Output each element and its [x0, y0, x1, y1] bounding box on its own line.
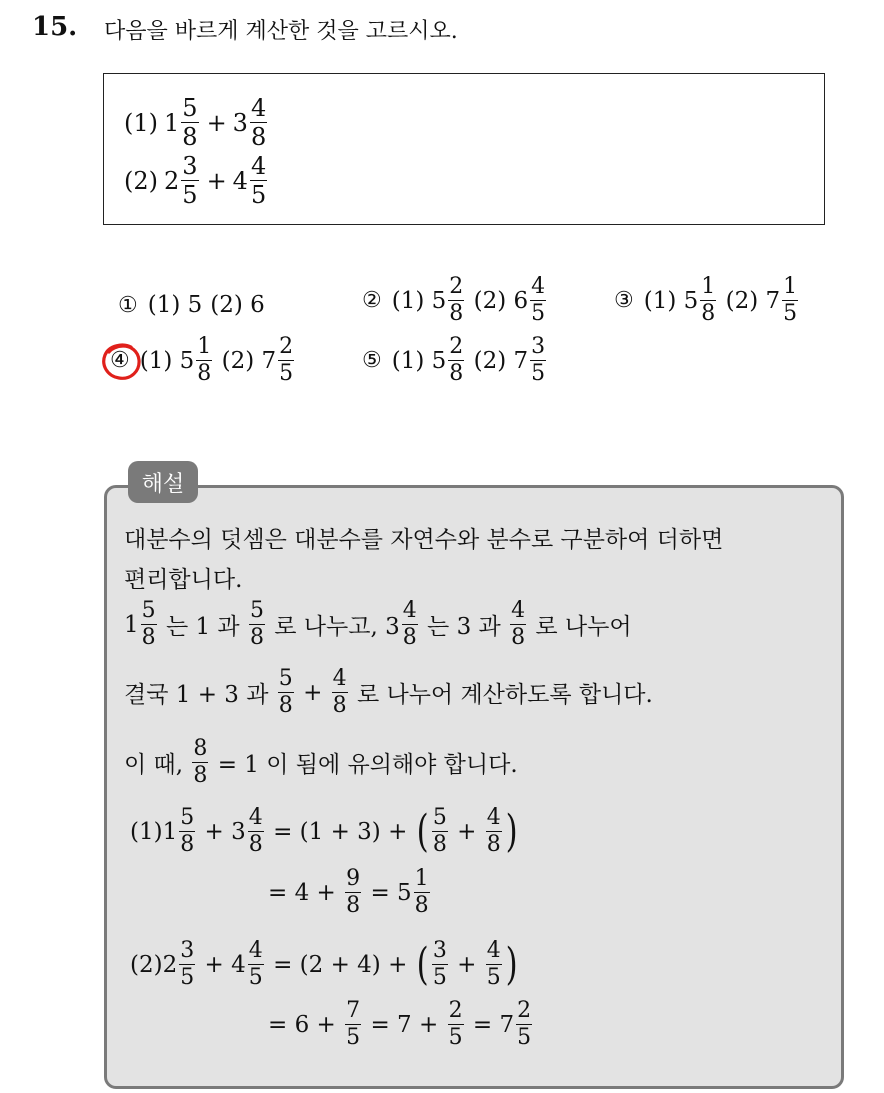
- fraction: $\frac{4}{8}$: [332, 666, 347, 718]
- explanation-line: [124, 738, 518, 787]
- whole-number: 5: [431, 287, 447, 314]
- text: = (1 + 3) +: [273, 818, 408, 845]
- fraction: $\frac{2}{5}$: [279, 334, 294, 386]
- fraction: $\frac{4}{5}$: [486, 938, 501, 990]
- choice-mark: ⑤: [362, 348, 382, 373]
- fraction: $\frac{1}{8}$: [414, 866, 429, 918]
- whole-number: 5: [431, 347, 447, 374]
- explanation-line: 편리합니다.: [124, 567, 243, 593]
- text: 로 나누어 계산하도록 합니다.: [356, 682, 653, 708]
- problem-label: (2): [124, 166, 158, 195]
- fraction: $\frac{2}{8}$: [449, 334, 464, 386]
- whole-number: 1: [164, 108, 180, 137]
- fraction: $\frac{7}{5}$: [346, 998, 361, 1050]
- text: = 4 +: [268, 879, 336, 906]
- text: = 7 +: [370, 1011, 439, 1038]
- left-paren: (: [416, 805, 429, 857]
- fraction: $\frac{4}{8}$: [511, 598, 526, 650]
- fraction: $\frac{3}{5}$: [432, 938, 447, 990]
- choice-part: (1): [139, 347, 173, 374]
- question-number: 15.: [32, 12, 78, 42]
- text: = 6 +: [268, 1011, 336, 1038]
- choice-part: (1): [643, 287, 677, 314]
- fraction: $\frac{2}{5}$: [517, 998, 532, 1050]
- equation-4: [268, 1000, 534, 1049]
- fraction: $\frac{5}{8}$: [249, 598, 264, 650]
- problem-label: (1): [124, 108, 158, 137]
- selection-circle-icon: [101, 343, 142, 381]
- fraction: $\frac{9}{8}$: [346, 866, 361, 918]
- choice-part: (1): [391, 287, 425, 314]
- fraction: $\frac{1}{8}$: [701, 274, 716, 326]
- choice-mark: ①: [118, 292, 138, 318]
- whole-number: 5: [683, 287, 699, 314]
- plus-sign: +: [457, 951, 477, 978]
- fraction: $\frac{3}{5}$: [531, 334, 546, 386]
- fraction: $\frac{4}{5}$: [531, 274, 546, 326]
- fraction: $\frac{2}{8}$: [449, 274, 464, 326]
- whole-number: 6: [513, 287, 529, 314]
- text: = (2 + 4) +: [273, 951, 408, 978]
- text: + 3: [204, 818, 246, 845]
- plus-sign: +: [303, 679, 323, 706]
- text: = 5: [370, 879, 412, 906]
- equation-3: [130, 940, 519, 989]
- choice-mark: ②: [362, 288, 382, 313]
- explanation-line: [124, 600, 632, 649]
- whole-number: 2: [164, 166, 180, 195]
- plus-sign: +: [206, 166, 227, 195]
- fraction: $\frac{4}{8}$: [248, 805, 263, 857]
- fraction: $\frac{4}{5}$: [248, 938, 263, 990]
- text: (1)1: [130, 818, 178, 845]
- text: + 4: [204, 951, 246, 978]
- text: (2)2: [130, 951, 178, 978]
- left-paren: (: [416, 938, 429, 990]
- equation-2: [268, 868, 432, 917]
- whole-number: 5: [179, 347, 195, 374]
- question-text: 다음을 바르게 계산한 것을 고르시오.: [104, 19, 458, 44]
- choice-mark: ④: [110, 348, 130, 373]
- fraction: $\frac{4}{8}$: [402, 598, 417, 650]
- text: 는 3 과: [427, 614, 501, 640]
- choice-part: (2) 6: [210, 292, 265, 318]
- problem-2: [124, 154, 269, 207]
- choice-part: (2): [725, 287, 759, 314]
- choice-3[interactable]: [614, 276, 800, 325]
- fraction: $\frac{5}{8}$: [141, 598, 156, 650]
- text: 는 1 과: [165, 614, 240, 640]
- choice-5[interactable]: [362, 336, 548, 385]
- choice-part: (1) 5: [147, 292, 203, 318]
- fraction: $\frac{2}{5}$: [448, 998, 463, 1050]
- explanation-line: [124, 668, 653, 717]
- choice-part: (1): [391, 347, 425, 374]
- fraction: $\frac{1}{8}$: [197, 334, 212, 386]
- equation-1: [130, 807, 519, 856]
- fraction: $\frac{1}{5}$: [783, 274, 798, 326]
- problem-1: [124, 96, 269, 149]
- fraction: $\frac{3}{5}$: [180, 938, 195, 990]
- explanation-line: 대분수의 덧셈은 대분수를 자연수와 분수로 구분하여 더하면: [124, 527, 724, 553]
- text: = 7: [472, 1011, 515, 1038]
- problem-box: [103, 73, 825, 225]
- text: 이 때,: [124, 752, 184, 778]
- fraction: $\frac{5}{8}$: [182, 94, 198, 151]
- right-paren: ): [505, 805, 518, 857]
- fraction: $\frac{4}{5}$: [250, 152, 267, 209]
- fraction: $\frac{5}{8}$: [278, 666, 293, 718]
- fraction: $\frac{8}{8}$: [193, 736, 208, 788]
- choice-1[interactable]: [118, 292, 265, 318]
- explanation-tag: 해설: [128, 461, 198, 503]
- text: 로 나누어: [535, 614, 632, 640]
- fraction: $\frac{4}{8}$: [486, 805, 501, 857]
- choice-part: (2): [473, 287, 507, 314]
- right-paren: ): [505, 938, 518, 990]
- plus-sign: +: [206, 108, 227, 137]
- text: 로 나누고, 3: [274, 614, 400, 640]
- choice-part: (2): [221, 347, 255, 374]
- whole-number: 1: [124, 611, 139, 638]
- whole-number: 4: [232, 166, 248, 195]
- text: = 1 이 됨에 유의해야 합니다.: [217, 752, 518, 778]
- choice-2[interactable]: [362, 276, 548, 325]
- plus-sign: +: [457, 818, 477, 845]
- fraction: $\frac{3}{5}$: [182, 152, 198, 209]
- whole-number: 3: [232, 108, 248, 137]
- whole-number: 7: [261, 347, 277, 374]
- fraction: $\frac{5}{8}$: [180, 805, 195, 857]
- fraction: $\frac{5}{8}$: [432, 805, 447, 857]
- fraction: $\frac{4}{8}$: [250, 94, 267, 151]
- choice-part: (2): [473, 347, 507, 374]
- whole-number: 7: [513, 347, 529, 374]
- text: 결국 1 + 3 과: [124, 682, 269, 708]
- whole-number: 7: [765, 287, 781, 314]
- choice-mark: ③: [614, 288, 634, 313]
